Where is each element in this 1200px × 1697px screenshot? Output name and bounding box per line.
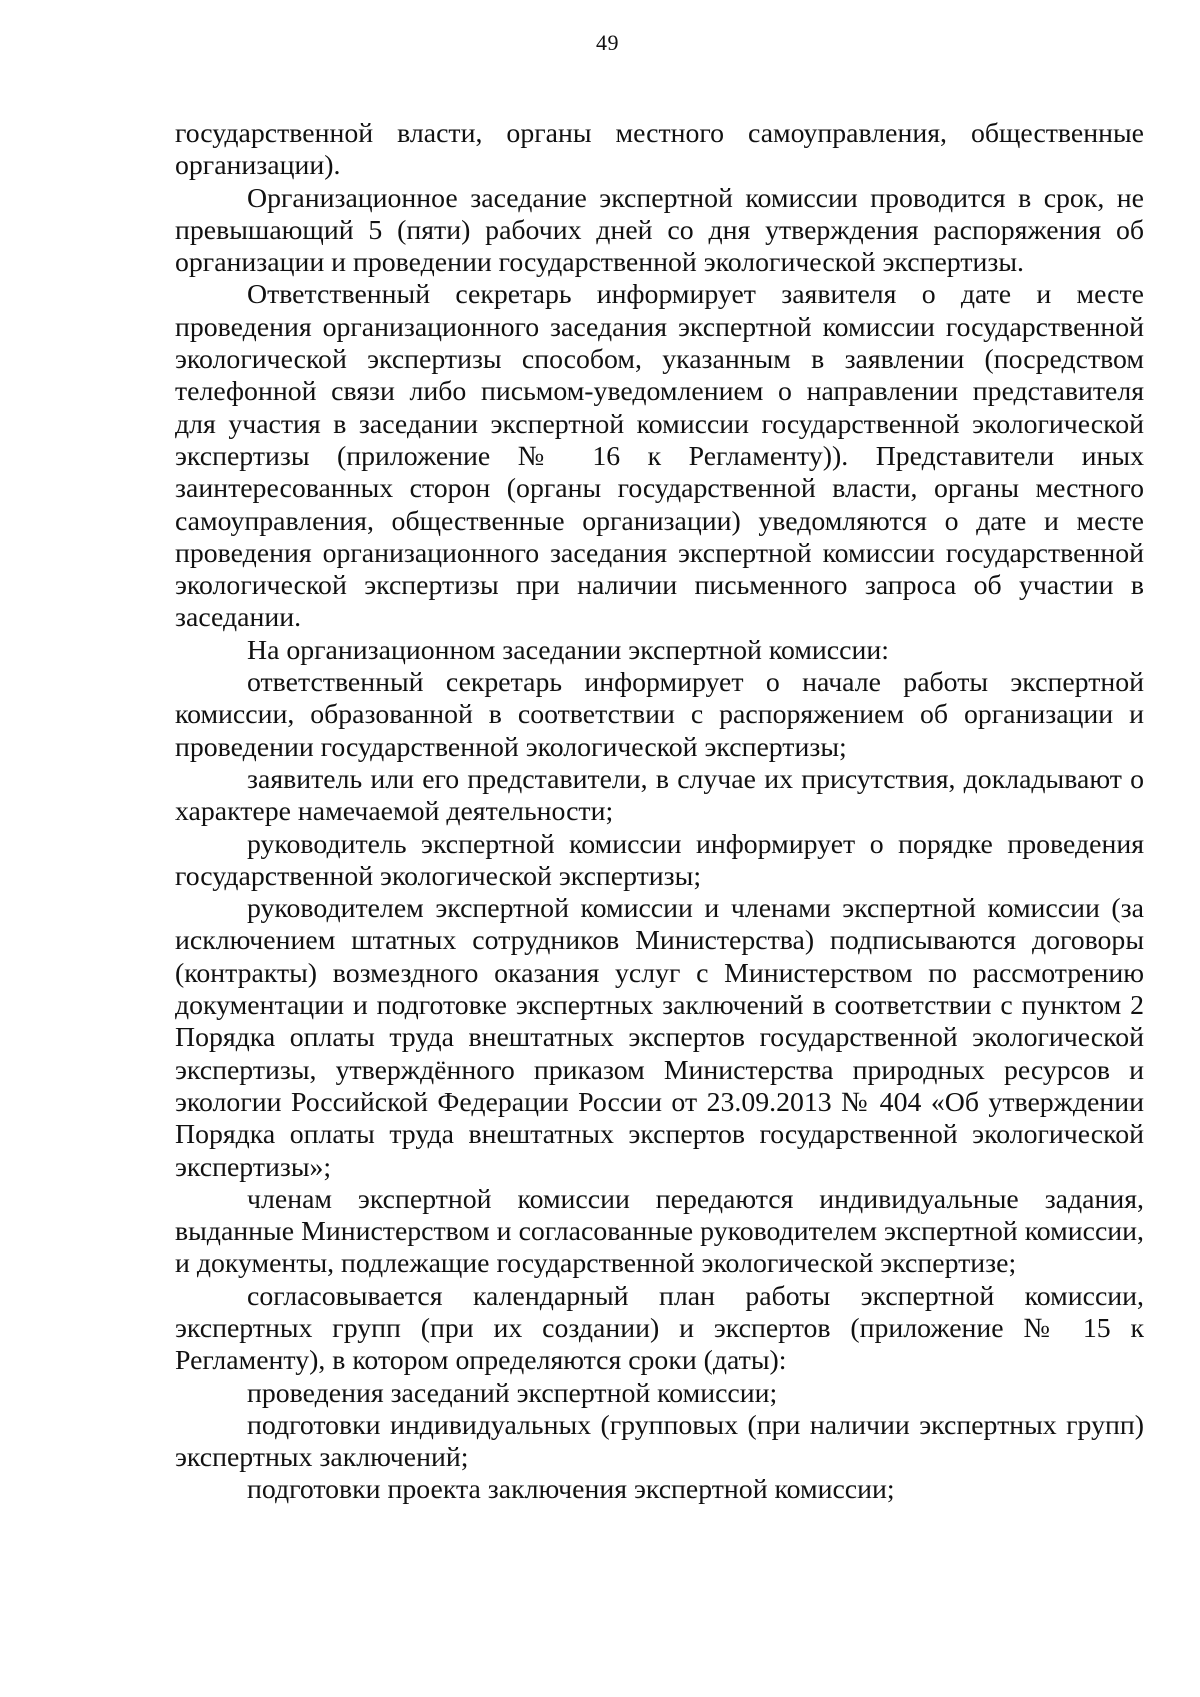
paragraph-applicant-report: заявитель или его представители, в случае их присутствия, докладывают о характере намечаемой деятельности; (175, 763, 1144, 828)
paragraph-meeting-deadline: Организационное заседание экспертной комиссии проводится в срок, не превышающий 5 (пяти) рабочих дней со дня утверждения распоряжения об организации и проведении государственной экологической экспертизы. (175, 182, 1144, 279)
paragraph-meeting-agenda-intro: На организационном заседании экспертной комиссии: (247, 634, 889, 666)
paragraph-individual-tasks: членам экспертной комиссии передаются индивидуальные задания, выданные Министерством и согласованные руководителем экспертной комиссии, и документы, подлежащие государственной экологической экспертизе; (175, 1183, 1144, 1280)
paragraph-head-informs: руководитель экспертной комиссии информирует о порядке проведения государственной экологической экспертизы; (175, 828, 1144, 892)
paragraph-draft-conclusion: подготовки проекта заключения экспертной комиссии; (247, 1474, 895, 1506)
paragraph-continuation: государственной власти, органы местного самоуправления, общественные организации). (175, 118, 1144, 182)
paragraph-secretary-opening: ответственный секретарь информирует о начале работы экспертной комиссии, образованной в соответствии с распоряжением об организации и проведении государственной экологической экспертизы; (175, 667, 1144, 763)
paragraph-meeting-dates: проведения заседаний экспертной комиссии; (247, 1377, 778, 1409)
page-number: 49 (596, 30, 619, 55)
paragraph-contracts-signed: руководителем экспертной комиссии и членами экспертной комиссии (за исключением штатных сотрудников Министерства) подписываются договоры (контракты) возмездного оказания услуг с Министерством по рассмотрению документации и подготовке экспертных заключений в соответствии с пунктом 2 Порядка оплаты труда внештатных экспертов государственной экологической экспертизы, утверждённого приказом Министерства природных ресурсов и экологии Российской Федерации России от 23.09.2013 № 404 «Об утверждении Порядка оплаты труда внештатных экспертов государственной экологической экспертизы»; (175, 893, 1144, 1183)
paragraph-individual-conclusions: подготовки индивидуальных (групповых (при наличии экспертных групп) экспертных заключений; (175, 1409, 1144, 1474)
paragraph-calendar-plan: согласовывается календарный план работы экспертной комиссии, экспертных групп (при их создании) и экспертов (приложение № 15 к Регламенту), в котором определяются сроки (даты): (175, 1280, 1144, 1377)
document-body (175, 118, 1144, 1507)
paragraph-secretary-notification: Ответственный секретарь информирует заявителя о дате и месте проведения организационного заседания экспертной комиссии государственной экологической экспертизы способом, указанным в заявлении (посредством телефонной связи либо письмом-уведомлением о направлении представителя для участия в заседании экспертной комиссии государственной экологической экспертизы (приложение № 16 к Регламенту)). Представители иных заинтересованных сторон (органы государственной власти, органы местного самоуправления, общественные организации) уведомляются о дате и месте проведения организационного заседания экспертной комиссии государственной экологической экспертизы при наличии письменного запроса об участии в заседании. (175, 279, 1144, 634)
